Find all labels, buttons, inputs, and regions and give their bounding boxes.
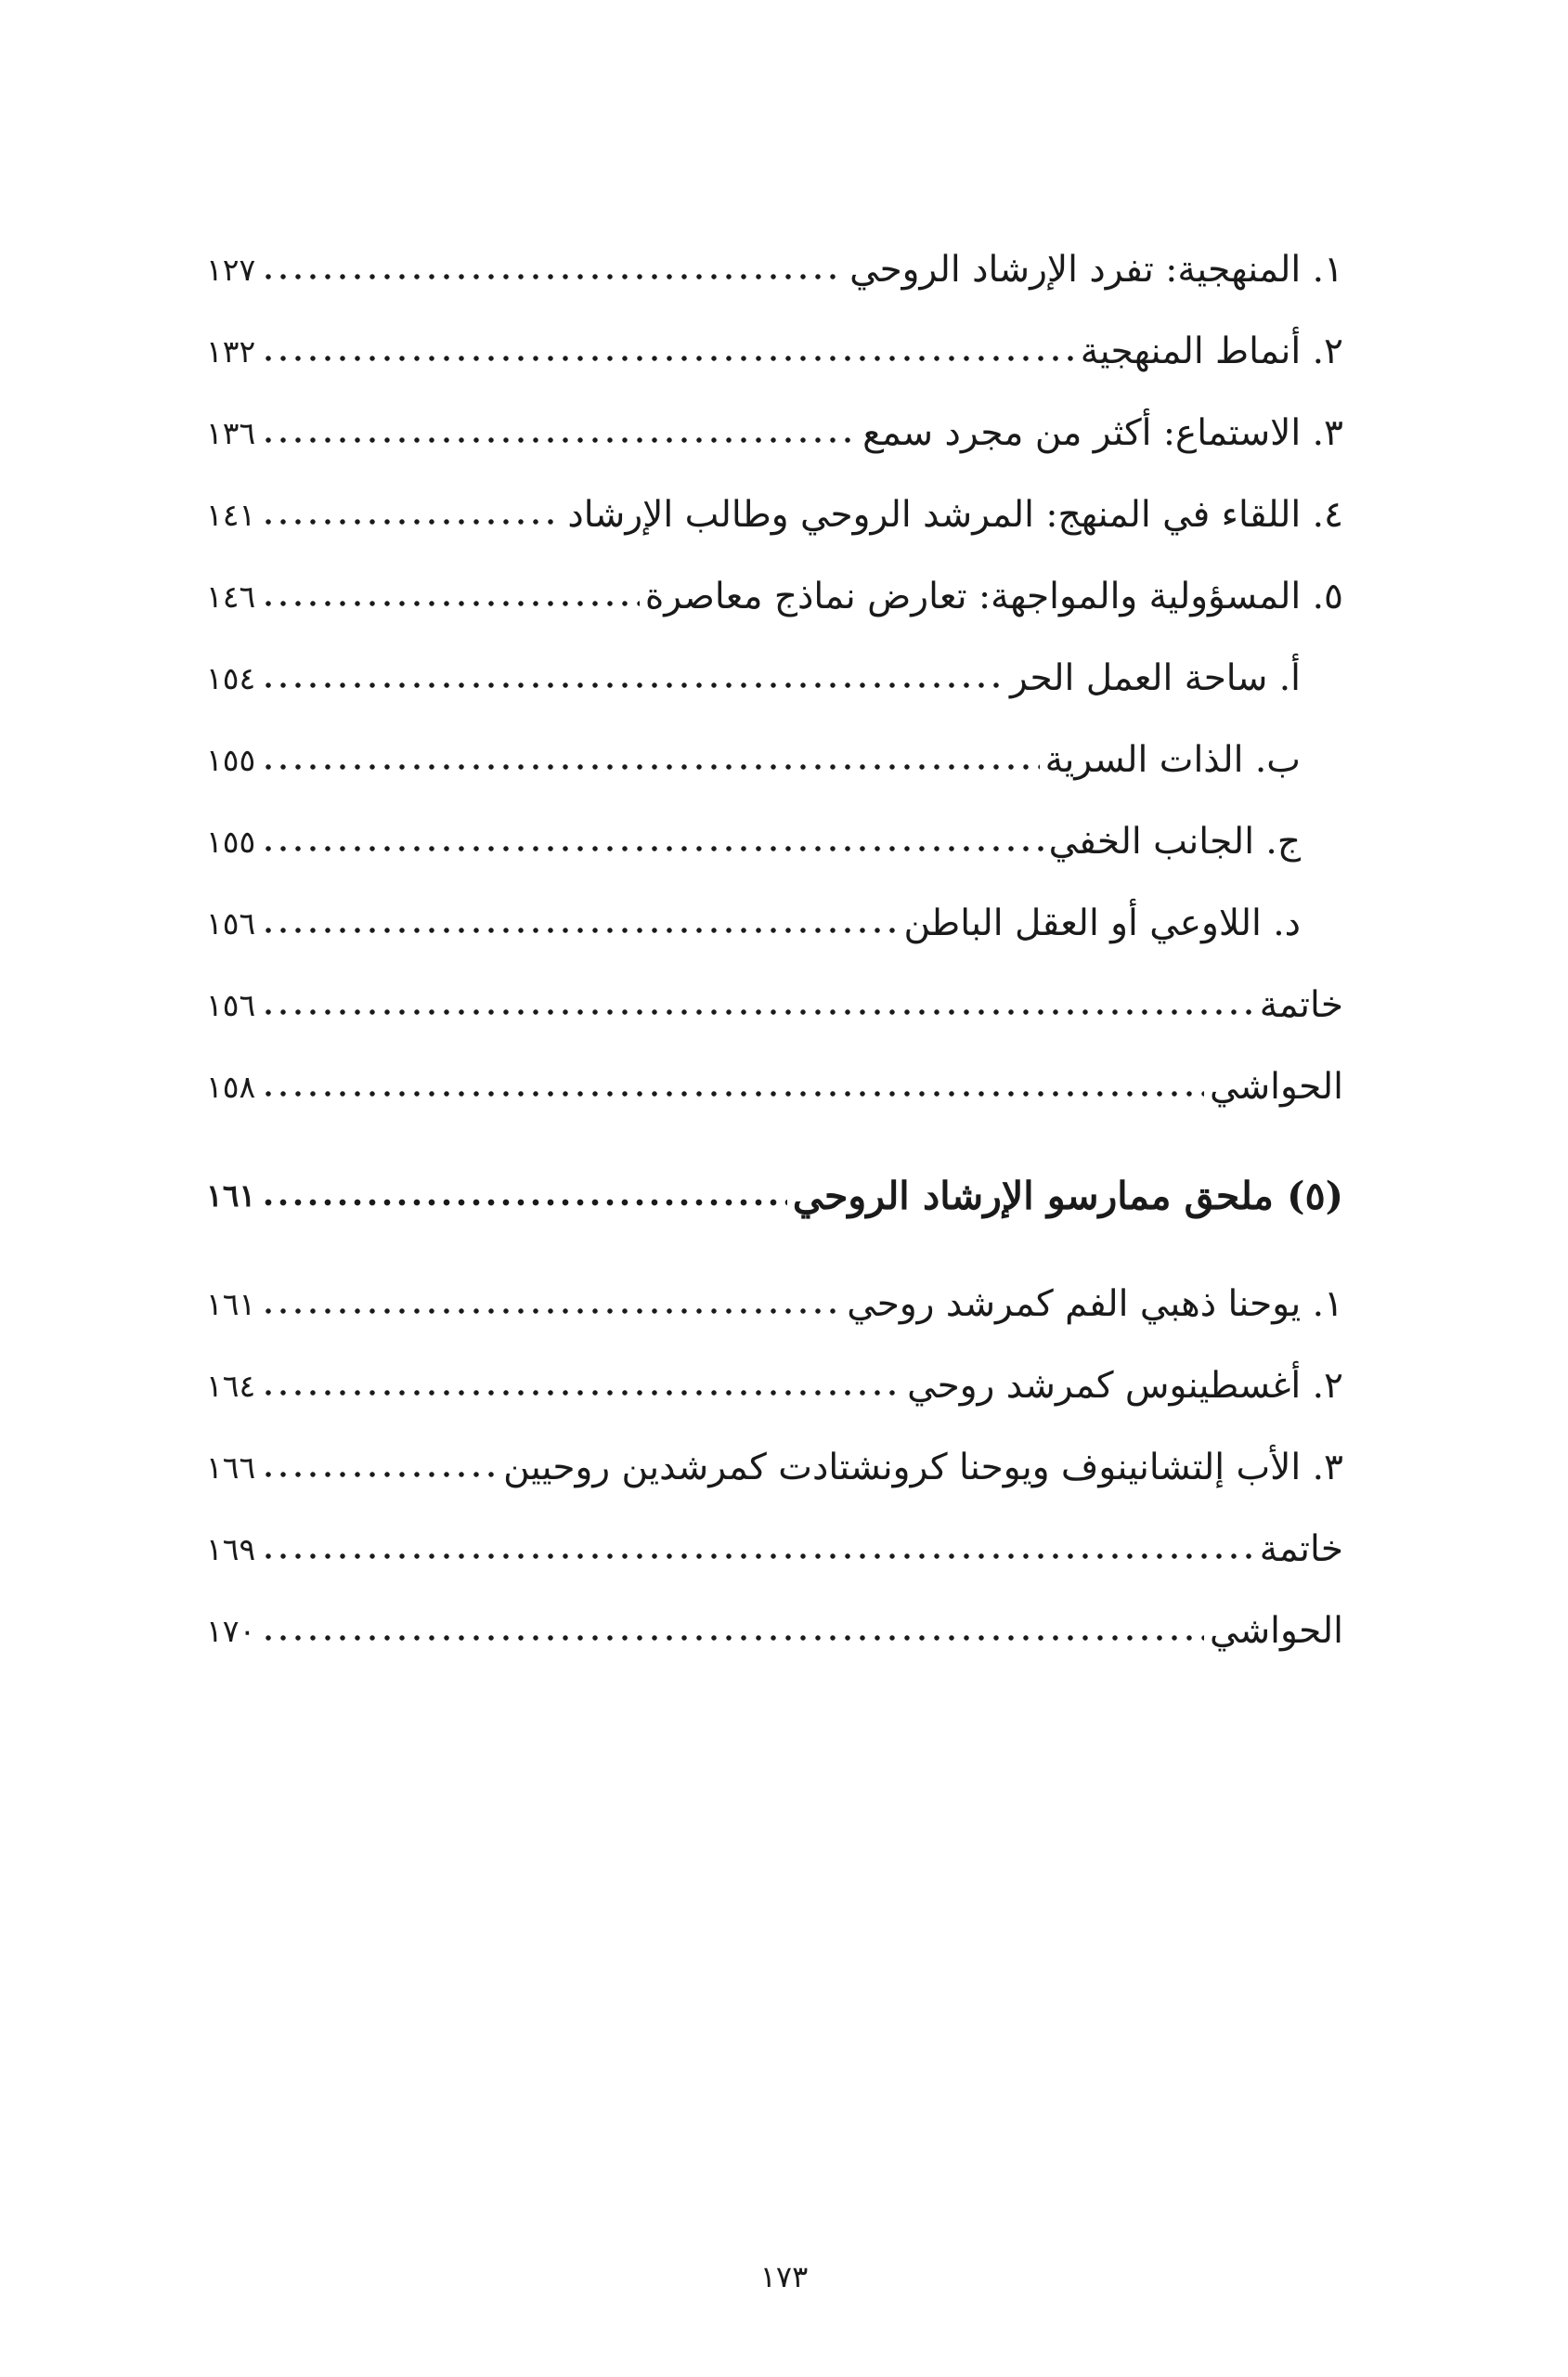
toc-subentry (206, 720, 1343, 786)
dot-leader (261, 352, 1075, 365)
toc-entry (206, 1509, 1343, 1576)
dot-leader (261, 1468, 498, 1481)
toc-entry-title: ١. يوحنا ذهبي الفم كمرشد روحي (847, 1283, 1343, 1325)
toc-entry (206, 474, 1343, 541)
dot-leader (261, 924, 898, 937)
toc-entry-page: ١٣٦ (206, 415, 256, 451)
dot-leader (261, 1087, 1204, 1100)
toc-entry (206, 1345, 1343, 1412)
toc-entry-title: خاتمة (1259, 1528, 1343, 1570)
toc-entry-page: ١٤١ (206, 497, 256, 533)
toc-entry-page: ١٥٦ (206, 987, 256, 1023)
toc-entry-page: ١٦٤ (206, 1368, 256, 1404)
dot-leader (261, 1550, 1254, 1563)
dot-leader (261, 842, 1043, 855)
toc-entry-page: ١٦٩ (206, 1531, 256, 1567)
toc-entry-title: ب. الذات السرية (1044, 739, 1301, 781)
toc-subentry (206, 883, 1343, 950)
toc-entry (206, 311, 1343, 378)
dot-leader (261, 270, 844, 283)
toc-entry-title: ٤. اللقاء في المنهج: المرشد الروحي وطالب الإرشاد (567, 494, 1343, 536)
toc-entry-title: د. اللاوعي أو العقل الباطن (903, 903, 1301, 944)
toc-entry-page: ١٥٦ (206, 905, 256, 942)
dot-leader (261, 1386, 901, 1399)
dot-leader (261, 597, 640, 610)
toc-entry-title: ٢. أغسطينوس كمرشد روحي (907, 1365, 1343, 1407)
dot-leader (261, 434, 857, 447)
toc-entry-title: ٢. أنماط المنهجية (1080, 331, 1343, 372)
dot-leader (261, 1305, 841, 1318)
toc-entry-page: ١٦١ (206, 1177, 256, 1214)
toc-entry-page: ١٥٥ (206, 824, 256, 860)
dot-leader (261, 1631, 1204, 1644)
toc-entry-page: ١٥٨ (206, 1069, 256, 1105)
toc-entry (206, 1264, 1343, 1331)
toc-entry-title: الحواشي (1209, 1066, 1343, 1108)
toc-entry-title: ٣. الاستماع: أكثر من مجرد سمع (862, 412, 1343, 454)
dot-leader (261, 679, 1004, 692)
toc-entry-title: ٥. المسؤولية والمواجهة: تعارض نماذج معاصرة (644, 576, 1343, 617)
toc-entry-page: ١٦١ (206, 1286, 256, 1322)
toc-entry (206, 965, 1343, 1032)
toc-entry-page: ١٣٢ (206, 333, 256, 370)
dot-leader (261, 1196, 787, 1209)
toc-entry-page: ١٥٤ (206, 660, 256, 696)
toc-subentry (206, 638, 1343, 705)
toc-entry (206, 1046, 1343, 1113)
toc-entry-title: (٥) ملحق ممارسو الإرشاد الروحي (792, 1174, 1343, 1218)
toc-entry (206, 1591, 1343, 1657)
toc-entry-title: ١. المنهجية: تفرد الإرشاد الروحي (849, 249, 1343, 291)
toc-entry (206, 556, 1343, 623)
toc-section-heading (206, 1155, 1343, 1222)
dot-leader (261, 1006, 1254, 1019)
dot-leader (261, 760, 1039, 773)
dot-leader (261, 515, 562, 528)
toc-subentry (206, 801, 1343, 868)
toc-entry-title: الحواشي (1209, 1610, 1343, 1652)
toc-entry-title: أ. ساحة العمل الحر (1009, 657, 1301, 699)
toc-entry (206, 1427, 1343, 1494)
toc-entry-title: ٣. الأب إلتشانينوف ويوحنا كرونشتادت كمرشدين روحيين (503, 1447, 1343, 1488)
toc-entry-page: ١٥٥ (206, 742, 256, 778)
toc-entry-title: خاتمة (1259, 984, 1343, 1026)
toc-entry-page: ١٢٧ (206, 252, 256, 288)
toc-entry-page: ١٧٠ (206, 1613, 256, 1649)
toc-entry-title: ج. الجانب الخفي (1048, 821, 1301, 863)
toc-entry-page: ١٦٦ (206, 1449, 256, 1486)
toc-entry-page: ١٤٦ (206, 578, 256, 615)
toc-entry (206, 393, 1343, 460)
page-number: ١٧٣ (759, 2259, 809, 2294)
toc-entry (206, 229, 1343, 296)
